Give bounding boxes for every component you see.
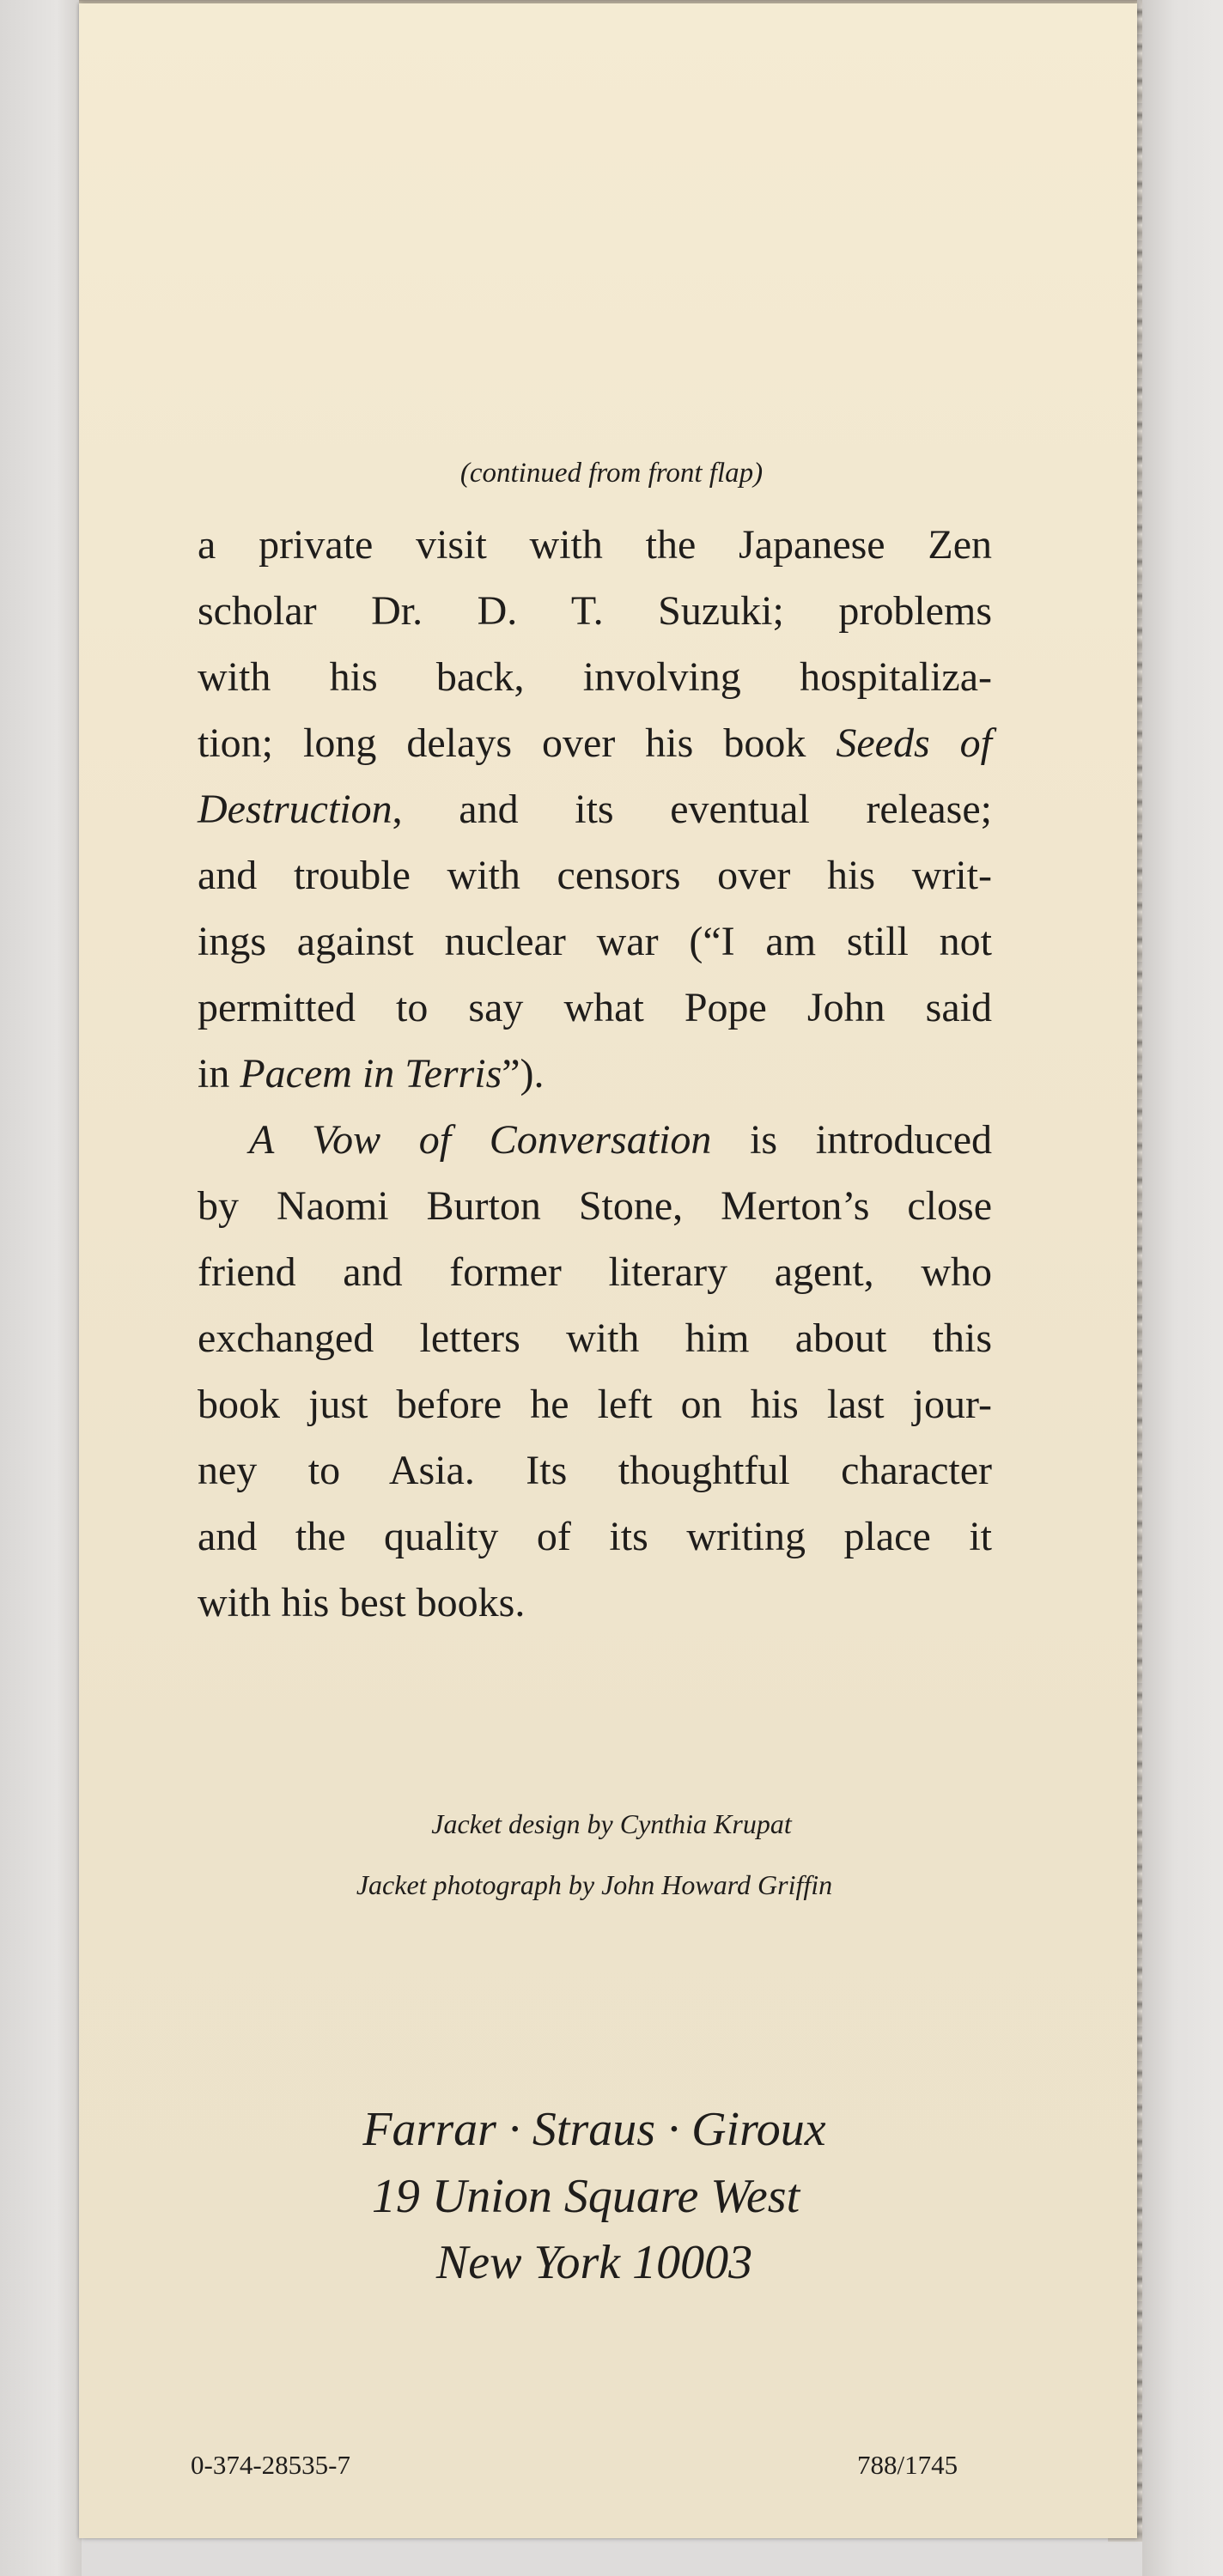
body-line: [198, 776, 992, 842]
publisher-city: New York 10003: [435, 2236, 753, 2289]
body-text: is introduced: [711, 1117, 993, 1163]
body-line: a private visit with the Japanese Zen: [198, 522, 992, 568]
body-text: , and its eventual release;: [392, 787, 992, 832]
body-line: ings against nuclear war (“I am still not: [198, 919, 992, 964]
publisher-street: 19 Union Square West: [371, 2170, 800, 2223]
body-text: tion; long delays over his book: [198, 720, 837, 766]
body-text: ”).: [502, 1051, 545, 1097]
body-line: permitted to say what Pope John said: [198, 985, 992, 1030]
body-line: [198, 1041, 992, 1107]
body-line: with his best books.: [198, 1580, 526, 1625]
body-line: [198, 710, 992, 776]
body-line: friend and former literary agent, who: [198, 1249, 992, 1295]
jacket-design-credit: Jacket design by Cynthia Krupat: [431, 1808, 792, 1839]
jacket-photo-credit: Jacket photograph by John Howard Griffin: [356, 1869, 833, 1900]
body-line: ney to Asia. Its thoughtful character: [198, 1448, 992, 1493]
body-line: by Naomi Burton Stone, Merton’s close: [198, 1183, 992, 1229]
body-line: with his back, involving hospitaliza-: [198, 654, 992, 700]
continued-note: (continued from front flap): [459, 458, 764, 489]
book-title-destruction: Destruction: [198, 787, 392, 832]
body-line: [249, 1107, 992, 1173]
catalog-code: 788/1745: [857, 2450, 958, 2480]
body-text: in: [198, 1051, 240, 1097]
body-line: and trouble with censors over his writ-: [198, 853, 992, 898]
isbn: 0-374-28535-7: [191, 2450, 350, 2480]
body-line: scholar Dr. D. T. Suzuki; problems: [198, 588, 992, 634]
book-title-seeds-of: Seeds of: [836, 720, 992, 766]
title-pacem-in-terris: Pacem in Terris: [240, 1051, 502, 1097]
publisher-name: Farrar · Straus · Giroux: [362, 2103, 826, 2156]
book-title-vow-of-conversation: A Vow of Conversation: [249, 1117, 712, 1163]
body-line: and the quality of its writing place it: [198, 1514, 992, 1559]
body-line: book just before he left on his last jour-: [198, 1382, 992, 1427]
body-line: exchanged letters with him about this: [198, 1315, 992, 1361]
